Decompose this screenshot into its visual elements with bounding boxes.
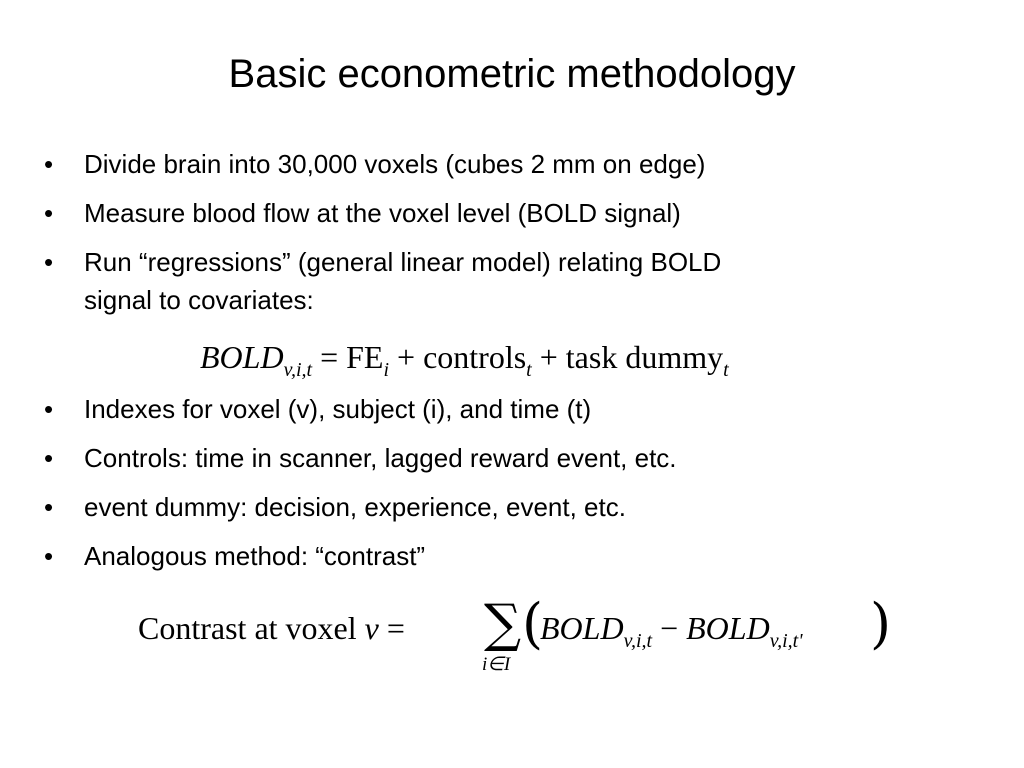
eq2-term1-subscript: v,i,t — [623, 630, 653, 652]
bullet-text — [84, 390, 944, 428]
eq-lhs-subscript: v,i,t — [283, 359, 313, 381]
eq2-term1: BOLD — [540, 610, 624, 646]
bullet-text — [84, 537, 944, 575]
eq-term-controls-subscript: t — [526, 359, 532, 381]
right-paren: ) — [870, 592, 892, 655]
bullet-dot: • — [44, 247, 54, 277]
bullet-text — [84, 243, 944, 319]
sigma-symbol: ∑ — [484, 594, 522, 654]
bullet-dot: • — [44, 394, 54, 424]
bullet-dot: • — [44, 198, 54, 228]
eq2-label — [138, 608, 413, 648]
bullet-text — [84, 194, 944, 232]
eq-term-fe: FE — [346, 339, 384, 375]
bullet-text — [84, 145, 944, 183]
bullet-line: Indexes for voxel (v), subject (i), and time (t) — [84, 394, 592, 424]
bullet-line: event dummy: decision, experience, event, etc. — [84, 492, 626, 522]
bullet-dot: • — [44, 443, 54, 473]
eq-term-task-dummy-subscript: t — [723, 359, 729, 381]
eq2-equals: = — [378, 610, 413, 646]
bullet-dot: • — [44, 149, 54, 179]
bullet-line: Analogous method: “contrast” — [84, 541, 426, 571]
eq2-term2-subscript: v,i,t' — [769, 630, 803, 652]
eq-term-task-dummy: task dummy — [565, 339, 724, 375]
eq2-label-text: Contrast at voxel — [138, 610, 365, 646]
eq2-minus: − — [652, 610, 687, 646]
sigma-subscript: i∈I — [482, 654, 511, 675]
bullet-line: signal to covariates: — [84, 285, 314, 315]
bullet-dot: • — [44, 492, 54, 522]
eq2-difference — [540, 608, 803, 652]
bullet-line: Controls: time in scanner, lagged reward event, etc. — [84, 443, 677, 473]
slide-title: Basic econometric methodology — [228, 52, 796, 96]
eq-term-fe-subscript: i — [383, 359, 390, 381]
eq-equals: = — [312, 339, 347, 375]
eq-term-controls: controls — [423, 339, 527, 375]
bullet-line: Divide brain into 30,000 voxels (cubes 2 mm on edge) — [84, 149, 706, 179]
eq-plus: + — [531, 339, 566, 375]
regression-equation — [200, 337, 729, 381]
eq2-var: v — [364, 610, 379, 646]
eq-lhs: BOLD — [200, 339, 284, 375]
eq-plus: + — [389, 339, 424, 375]
bullet-text — [84, 439, 944, 477]
bullet-line: Run “regressions” (general linear model) relating BOLD — [84, 247, 722, 277]
left-paren: ( — [522, 592, 544, 655]
bullet-text — [84, 488, 944, 526]
bullet-dot: • — [44, 541, 54, 571]
eq2-term2: BOLD — [686, 610, 770, 646]
bullet-line: Measure blood flow at the voxel level (BOLD signal) — [84, 198, 681, 228]
